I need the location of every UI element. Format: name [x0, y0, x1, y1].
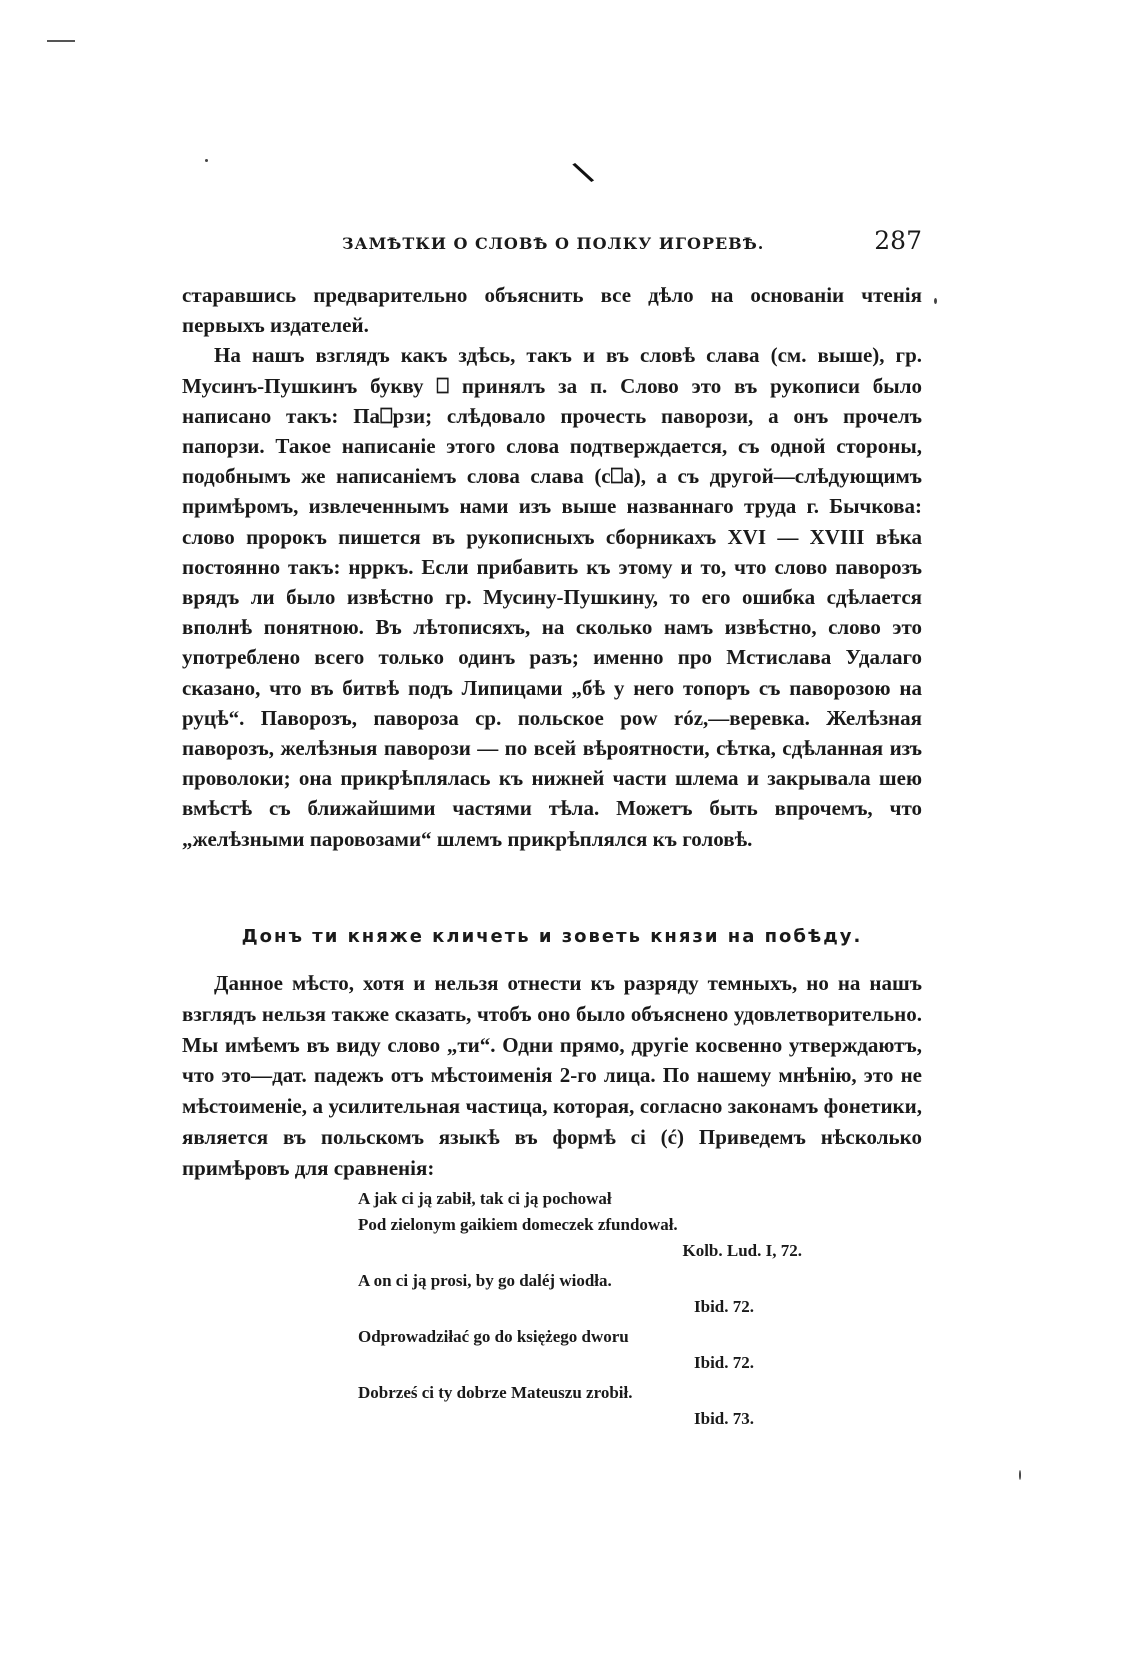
- running-header: [182, 226, 922, 260]
- paragraph: Данное мѣсто, хотя и нельзя отнести къ разряду темныхъ, но на нашъ взглядъ нельзя также сказать, чтобъ оно было объяснено удовлетворительно. Мы имѣемъ въ виду слово „ти“. Одни прямо, другіе косвенно утверждаютъ, что это—дат. падежъ отъ мѣстоименія 2-го лица. По нашему мнѣнію, это не мѣстоименіе, а усилительная частица, которая, согласно законамъ фонетики, является въ польскомъ языкѣ въ формѣ ci (ć) Приведемъ нѣсколько примѣровъ для сравненія:: [182, 971, 922, 1180]
- quote-block: [358, 1186, 818, 1264]
- quote-source: Ibid. 73.: [694, 1409, 754, 1428]
- quote-block: [358, 1380, 818, 1432]
- main-text: [182, 280, 922, 854]
- quote-line: A jak ci ją zabił, tak ci ją pochował: [358, 1189, 612, 1208]
- stray-slash-mark: \: [569, 154, 597, 191]
- quote-line: Odprowadziłać go do księżego dworu: [358, 1327, 629, 1346]
- margin-rule-mark: [47, 40, 75, 42]
- quote-line: Dobrześ ci ty dobrze Mateuszu zrobił.: [358, 1383, 633, 1402]
- paragraph-continued: старавшись предварительно объяснить все дѣло на основаніи чтенія первыхъ издателей.: [182, 283, 922, 338]
- second-section-text: [182, 968, 922, 1184]
- quote-source: Ibid. 72.: [694, 1297, 754, 1316]
- running-title: ЗАМѢТКИ О СЛОВѢ О ПОЛКУ ИГОРЕВѢ.: [342, 234, 765, 253]
- section-heading: Донъ ти княже кличеть и зоветь князи на побѣду.: [241, 926, 863, 947]
- quote-line: Pod zielonym gaikiem domeczek zfundował.: [358, 1215, 678, 1234]
- paragraph: На нашъ взглядъ какъ здѣсь, такъ и въ словѣ слава (см. выше), гр. Мусинъ-Пушкинъ букву ⎕ принялъ за п. Слово это въ рукописи было написано такъ: Па⎕рзи; слѣдовало прочесть паворози, а онъ прочелъ папорзи. Такое написаніе этого слова подтверждается, съ одной стороны, подобнымъ же написаніемъ слова слава (с⎕а), а съ другой—слѣдующимъ примѣромъ, извлеченнымъ нами изъ выше названнаго труда г. Бычкова: слово пророкъ пишется въ рукописныхъ сборникахъ XVI — XVIII вѣка постоянно такъ: нрркъ. Если прибавить къ этому и то, что слово паворозъ врядъ ли было извѣстно гр. Мусину-Пушкину, то его ошибка сдѣлается вполнѣ понятною. Въ лѣтописяхъ, на сколько намъ извѣстно, слово это употреблено всего только одинъ разъ; именно про Мстислава Удалаго сказано, что въ битвѣ подъ Липицами „бѣ у него топоръ съ паворозою на руцѣ“. Паворозъ, павороза ср. польское pow róz,—веревка. Желѣзная паворозъ, желѣзныя паворози — по всей вѣроятности, сѣтка, сдѣланная изъ проволоки; она прикрѣплялась къ нижней части шлема и закрывала шею вмѣстѣ съ ближайшими частями тѣла. Можетъ быть впрочемъ, что „желѣзными паровозами“ шлемъ прикрѣплялся къ головѣ.: [182, 343, 922, 851]
- ink-speck: [1019, 1470, 1021, 1480]
- page-number: 287: [874, 226, 922, 255]
- quote-block: [358, 1324, 818, 1376]
- ink-speck: [934, 298, 937, 304]
- quoted-examples: [358, 1186, 818, 1436]
- quote-source: Kolb. Lud. I, 72.: [682, 1241, 802, 1260]
- quote-block: [358, 1268, 818, 1320]
- ink-speck: [205, 159, 208, 162]
- quote-source: Ibid. 72.: [694, 1353, 754, 1372]
- quote-line: A on ci ją prosi, by go daléj wiodła.: [358, 1271, 612, 1290]
